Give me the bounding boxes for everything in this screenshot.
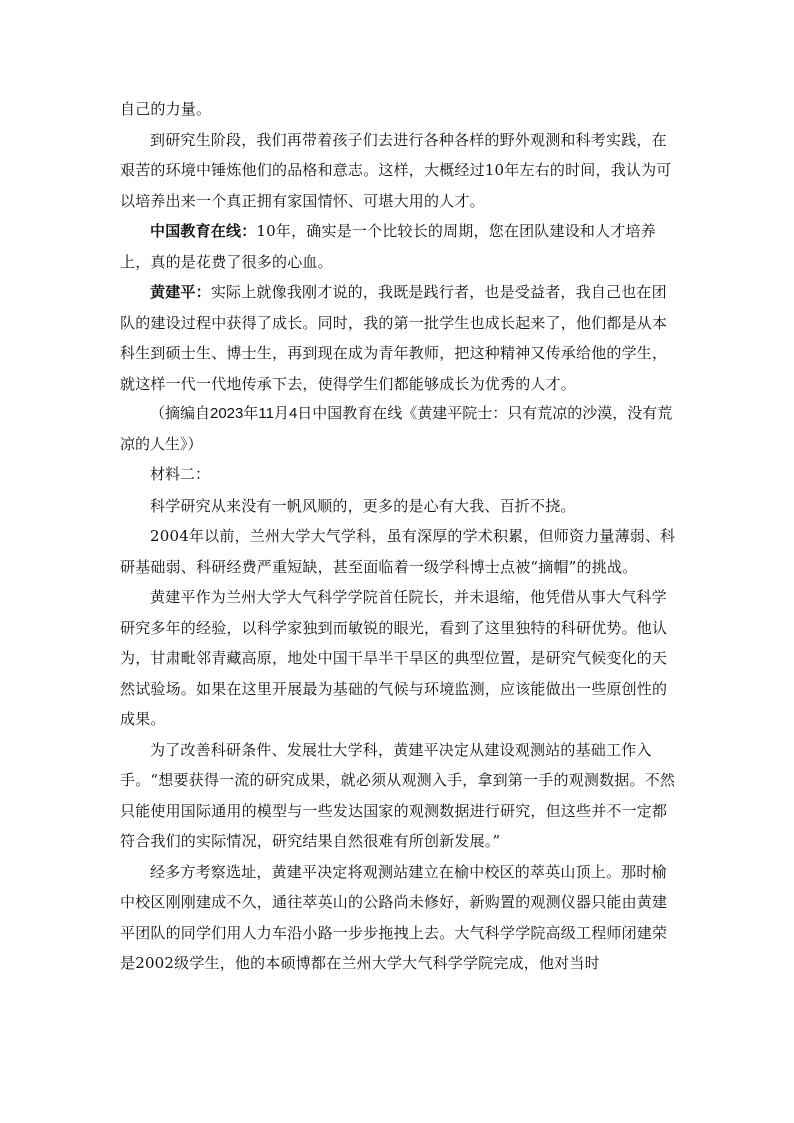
- paragraph-continuation: 自己的力量。: [120, 100, 212, 118]
- material2-paragraph-3: 黄建平作为兰州大学大气科学学院首任院长，并未退缩，他凭借从事大气科学研究多年的经验，以科学家独到而敏锐的眼光，看到了这里独特的科研优势。他认为，甘肃毗邻青藏高原，地处中国干旱半干旱区的典型位置，是研究气候变化的天然试验场。如果在这里开展最为基础的气候与环境监测，应该能做出一些原创性的成果。: [120, 588, 668, 728]
- dialogue-answer: [120, 277, 680, 399]
- dialogue-answer-text: 实际上就像我刚才说的，我既是践行者，也是受益者，我自己也在团队的建设过程中获得了成长。同时，我的第一批学生也成长起来了，他们都是从本科生到硕士生、博士生，再到现在成为青年教师，把这种精神又传承给他的学生，就这样一代一代地传承下去，使得学生们都能够成长为优秀的人才。: [120, 283, 668, 393]
- material2-paragraph-5: 经多方考察选址，黄建平决定将观测站建立在榆中校区的萃英山顶上。那时榆中校区刚刚建成不久，通往萃英山的公路尚未修好，新购置的观测仪器只能由黄建平团队的同学们用人力车沿小路一步步拖拽上去。大气科学学院高级工程师闭建荣是2002级学生，他的本硕博都在兰州大学大气科学学院完成，他对当时: [120, 862, 668, 972]
- source-citation: （摘编自2023年11月4日中国教育在线《黄建平院士：只有荒凉的沙漠，没有荒凉的人生》）: [120, 405, 673, 453]
- paragraph-graduate-stage: 到研究生阶段，我们再带着孩子们去进行各种各样的野外观测和科考实践，在艰苦的环境中锤炼他们的品格和意志。这样，大概经过10年左右的时间，我认为可以培养出来一个真正拥有家国情怀、可堪大用的人才。: [120, 130, 672, 210]
- dialogue-question-text: 10年，确实是一个比较长的周期，您在团队建设和人才培养上，真的是花费了很多的心血。: [120, 222, 656, 271]
- dialogue-question: [120, 216, 680, 277]
- material2-paragraph-2: 2004年以前，兰州大学大气学科，虽有深厚的学术积累，但师资力量薄弱、科研基础弱、科研经费严重短缺，甚至面临着一级学科博士点被“摘帽”的挑战。: [120, 527, 676, 576]
- document-page: [120, 94, 680, 979]
- material2-paragraph-4: 为了改善科研条件、发展壮大学科，黄建平决定从建设观测站的基础工作入手。“想要获得一流的研究成果，就必须从观测入手，拿到第一手的观测数据。不然只能使用国际通用的模型与一些发达国家的观测数据进行研究，但这些并不一定都符合我们的实际情况，研究结果自然很难有所创新发展。”: [120, 740, 676, 850]
- speaker-label-huang: 黄建平：: [150, 283, 211, 301]
- material-two-heading: 材料二：: [150, 466, 211, 483]
- material2-paragraph-1: 科学研究从来没有一帆风顺的，更多的是心有大我、百折不挠。: [150, 496, 576, 515]
- speaker-label-cedu: 中国教育在线：: [150, 222, 257, 240]
